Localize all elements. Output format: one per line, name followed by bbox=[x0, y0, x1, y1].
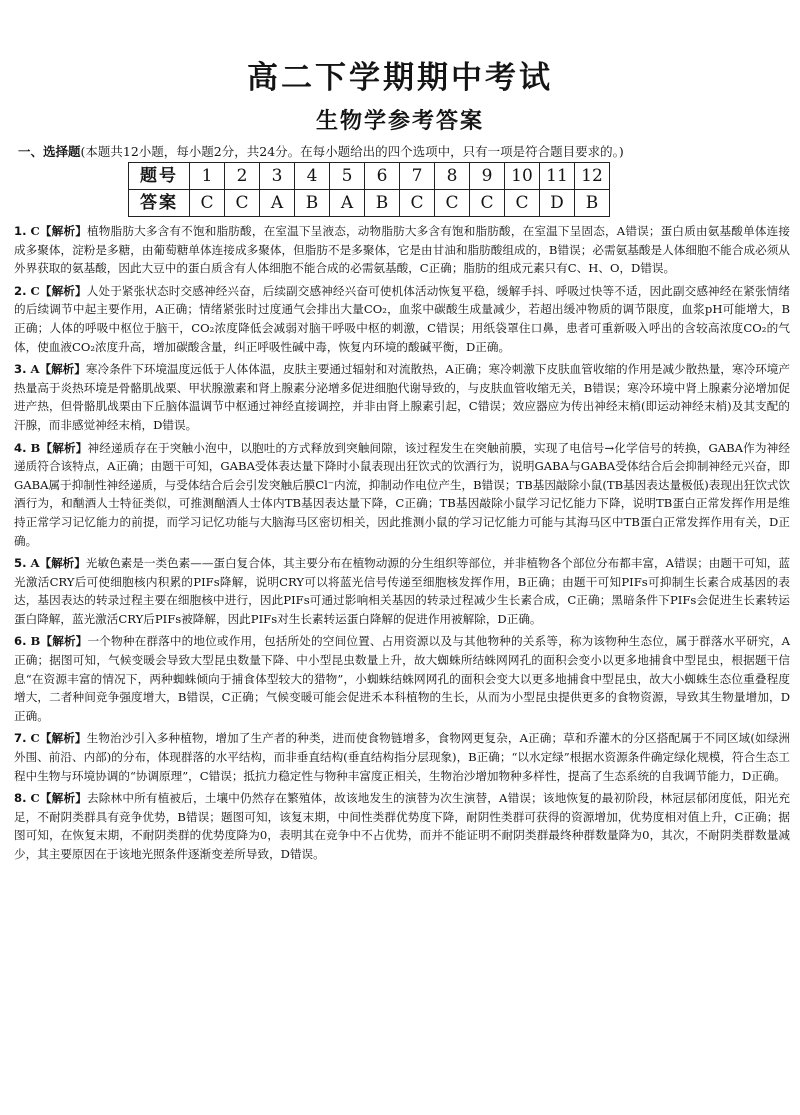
item-number: 5. bbox=[14, 556, 27, 571]
item-number: 1. bbox=[14, 224, 27, 238]
question-number-cell: 10 bbox=[505, 163, 540, 190]
explanation-item-6 bbox=[14, 632, 790, 725]
answer-cell: A bbox=[260, 190, 295, 217]
item-number: 8. bbox=[14, 791, 27, 806]
question-number-cell: 7 bbox=[400, 163, 435, 190]
row-label-answer: 答案 bbox=[129, 190, 190, 217]
page-title: 高二下学期期中考试 bbox=[247, 60, 553, 96]
item-number: 4. bbox=[14, 440, 27, 455]
question-number-cell: 9 bbox=[470, 163, 505, 190]
answer-cell: A bbox=[330, 190, 365, 217]
analysis-tag: 【解析】 bbox=[39, 362, 86, 377]
answer-table-numbers-row bbox=[129, 163, 610, 190]
item-answer: A bbox=[30, 556, 40, 571]
analysis-tag: 【解析】 bbox=[39, 556, 86, 571]
answer-cell: C bbox=[400, 190, 435, 217]
question-number-cell: 3 bbox=[260, 163, 295, 190]
answer-cell: C bbox=[505, 190, 540, 217]
row-label-question-number: 题号 bbox=[129, 163, 190, 190]
item-answer: C bbox=[30, 283, 40, 298]
explanation-list bbox=[14, 222, 790, 868]
item-answer: C bbox=[30, 224, 40, 238]
item-answer: A bbox=[30, 362, 40, 377]
answer-cell: B bbox=[365, 190, 400, 217]
analysis-tag: 【解析】 bbox=[39, 224, 87, 238]
answer-cell: D bbox=[540, 190, 575, 217]
analysis-tag: 【解析】 bbox=[39, 283, 87, 298]
page-subtitle: 生物学参考答案 bbox=[315, 109, 484, 134]
explanation-item-7 bbox=[14, 729, 790, 785]
question-number-cell: 4 bbox=[295, 163, 330, 190]
explanation-item-4 bbox=[14, 439, 790, 551]
question-number-cell: 12 bbox=[575, 163, 610, 190]
explanation-item-1 bbox=[14, 222, 790, 278]
answer-cell: B bbox=[295, 190, 330, 217]
item-answer: C bbox=[30, 791, 40, 806]
item-text: 人处于紧张状态时交感神经兴奋，后续副交感神经兴奋可使机体活动恢复平稳，缓解手抖、呼吸过快等不适，因此副交感神经在紧张情绪的后续调节中起主要作用，A正确；情绪紧张时过度通气会排出大量CO₂，血浆中碳酸生成量减少，若超出缓冲物质的调节限度，血浆pH可能增大，B正确；人体的呼吸中枢位于脑干，CO₂浓度降低会减弱对脑干呼吸中枢的刺激，C错误；用纸袋罩住口鼻，患者可重新吸入呼出的含较高浓度CO₂的气体，使血液CO₂浓度升高，增加碳酸含量，纠正呼吸性碱中毒，恢复内环境的酸碱平衡，D正确。 bbox=[14, 283, 790, 354]
explanation-item-2 bbox=[14, 282, 790, 356]
explanation-item-8 bbox=[14, 789, 790, 863]
item-number: 7. bbox=[14, 731, 27, 746]
answer-cell: B bbox=[575, 190, 610, 217]
item-text: 植物脂肪大多含有不饱和脂肪酸，在室温下呈液态，动物脂肪大多含有饱和脂肪酸，在室温下呈固态，A错误；蛋白质由氨基酸单体连接成多聚体，淀粉是多糖，由葡萄糖单体连接成多聚体，但脂肪不是多聚体，它是由甘油和脂肪酸组成的，B错误；必需氨基酸是人体细胞不能合成必须从外界获取的氨基酸，因此大豆中的蛋白质含有人体细胞不能合成的必需氨基酸，C正确；脂肪的组成元素只有C、H、O，D错误。 bbox=[14, 224, 790, 276]
question-number-cell: 11 bbox=[540, 163, 575, 190]
section-label: 一、选择题 bbox=[18, 144, 81, 159]
analysis-tag: 【解析】 bbox=[39, 731, 87, 746]
item-text: 去除林中所有植被后，土壤中仍然存在繁殖体，故该地发生的演替为次生演替，A错误；该地恢复的最初阶段，林冠层郁闭度低，阳光充足，不耐阴类群具有竞争优势，B错误；题图可知，该复末期，中间性类群优势度下降，耐阴性类群可获得的资源增加，优势度相对值上升，C正确；据图可知，在恢复末期，不耐阴类群的优势度降为0，表明其在竞争中不占优势，而并不能证明不耐阴类群最终种群数量降为0，其次，不耐阴类群数量减少，其主要原因在于该地光照条件逐渐变差所导致，D错误。 bbox=[14, 791, 790, 861]
question-number-cell: 2 bbox=[225, 163, 260, 190]
item-answer: B bbox=[30, 440, 41, 455]
question-number-cell: 1 bbox=[190, 163, 225, 190]
answer-cell: C bbox=[435, 190, 470, 217]
item-answer: B bbox=[30, 634, 41, 649]
item-text: 光敏色素是一类色素——蛋白复合体，其主要分布在植物动源的分生组织等部位，并非植物各个部位分布都丰富，A错误；由题干可知，蓝光激活CRY后可使细胞核内积累的PIFs降解，说明CRY可以将蓝光信号传递至细胞核发挥作用，B正确；由题干可知PIFs可抑制生长素合成基因的表达，基因表达的转录过程主要在细胞核中进行，因此PIFs可通过影响相关基因的转录过程减少生长素合成，C正确；黑暗条件下PIFs会促进生长素转运蛋白降解，蓝光激活CRY后PIFs被降解，因此PIFs对生长素转运蛋白降解的促进作用被解除，D正确。 bbox=[14, 556, 790, 626]
answer-table-answers-row bbox=[129, 190, 610, 217]
item-text: 一个物种在群落中的地位或作用，包括所处的空间位置、占用资源以及与其他物种的关系等，称为该物种生态位，属于群落水平研究，A正确；据图可知，气候变暖会导致大型昆虫数量下降、中小型昆虫数量上升，故大蜘蛛所结蛛网网孔的面积会变小以更多地捕食中型昆虫，根据题干信息“在资源丰富的情况下，两种蜘蛛倾向于捕食体型较大的猎物”，小蜘蛛结蛛网网孔的面积会变大以更多地捕食中型昆虫，故大小蜘蛛生态位重叠程度增大，二者种间竞争强度增大，B错误，C正确；气候变暖可能会促进禾本科植物的生长，从而为小型昆虫提供更多的食物资源，导致其生物量增加，D正确。 bbox=[14, 634, 790, 723]
answer-cell: C bbox=[190, 190, 225, 217]
explanation-item-5 bbox=[14, 554, 790, 628]
analysis-tag: 【解析】 bbox=[39, 791, 87, 806]
analysis-tag: 【解析】 bbox=[40, 440, 88, 455]
item-text: 生物治沙引入多种植物，增加了生产者的种类，进而使食物链增多，食物网更复杂，A正确；草和乔灌木的分区搭配属于不同区域(如绿洲外围、前沿、内部)的分布，体现群落的水平结构，而非垂直结构(垂直结构指分层现象)，B正确；“以水定绿”根据水资源条件确定绿化规模，符合生态工程中生物与环境协调的“协调原理”，C错误；抵抗力稳定性与物种丰富度正相关，生物治沙增加物种多样性，提高了生态系统的自我调节能力，D正确。 bbox=[14, 731, 790, 783]
item-number: 3. bbox=[14, 362, 27, 377]
question-number-cell: 6 bbox=[365, 163, 400, 190]
answer-table bbox=[128, 162, 610, 217]
analysis-tag: 【解析】 bbox=[40, 634, 88, 649]
item-number: 2. bbox=[14, 283, 27, 298]
item-text: 寒冷条件下环境温度远低于人体体温，皮肤主要通过辐射和对流散热，A正确；寒冷刺激下皮肤血管收缩的作用是减少散热量，寒冷环境产热量高于炎热环境是骨骼肌战栗、甲状腺激素和肾上腺素分泌增多促进细胞代谢导致的，与皮肤血管收缩无关，B错误；寒冷环境中肾上腺素分泌增加促进产热，但骨骼肌战栗由下丘脑体温调节中枢通过神经直接调控，并非由肾上腺素引起，C错误；效应器应为传出神经末梢(即运动神经末梢)及其支配的汗腺，而非感觉神经末梢，D错误。 bbox=[14, 362, 790, 432]
explanation-item-3 bbox=[14, 360, 790, 434]
item-text: 神经递质存在于突触小泡中，以胞吐的方式释放到突触间隙，该过程发生在突触前膜，实现了电信号→化学信号的转换，GABA作为神经递质符合该特点，A正确；由题干可知，GABA受体表达量下降时小鼠表现出狂饮式的饮酒行为，说明GABA与GABA受体结合后会抑制神经元兴奋，即GABA属于抑制性神经递质，与受体结合后会引发突触后膜Cl⁻内流，抑制动作电位产生，B错误；TB基因敲除小鼠(TB基因表达量极低)表现出狂饮式饮酒行为，和酗酒人士特征类似，可推测酗酒人士体内TB基因表达量下降，C正确；TB基因敲除小鼠学习记忆能力下降，说明TB蛋白正常发挥作用是维持正常学习记忆能力的前提，而学习记忆功能与大脑海马区密切相关，因此推测小鼠的学习记忆能力可能与其海马区中TB蛋白正常发挥作用有关，D正确。 bbox=[14, 440, 790, 548]
section-heading bbox=[18, 142, 788, 160]
question-number-cell: 8 bbox=[435, 163, 470, 190]
answer-cell: C bbox=[470, 190, 505, 217]
section-note: (本题共12小题，每小题2分，共24分。在每小题给出的四个选项中，只有一项是符合题目要求的。) bbox=[80, 144, 624, 159]
question-number-cell: 5 bbox=[330, 163, 365, 190]
answer-cell: C bbox=[225, 190, 260, 217]
item-answer: C bbox=[30, 731, 40, 746]
item-number: 6. bbox=[14, 634, 27, 649]
